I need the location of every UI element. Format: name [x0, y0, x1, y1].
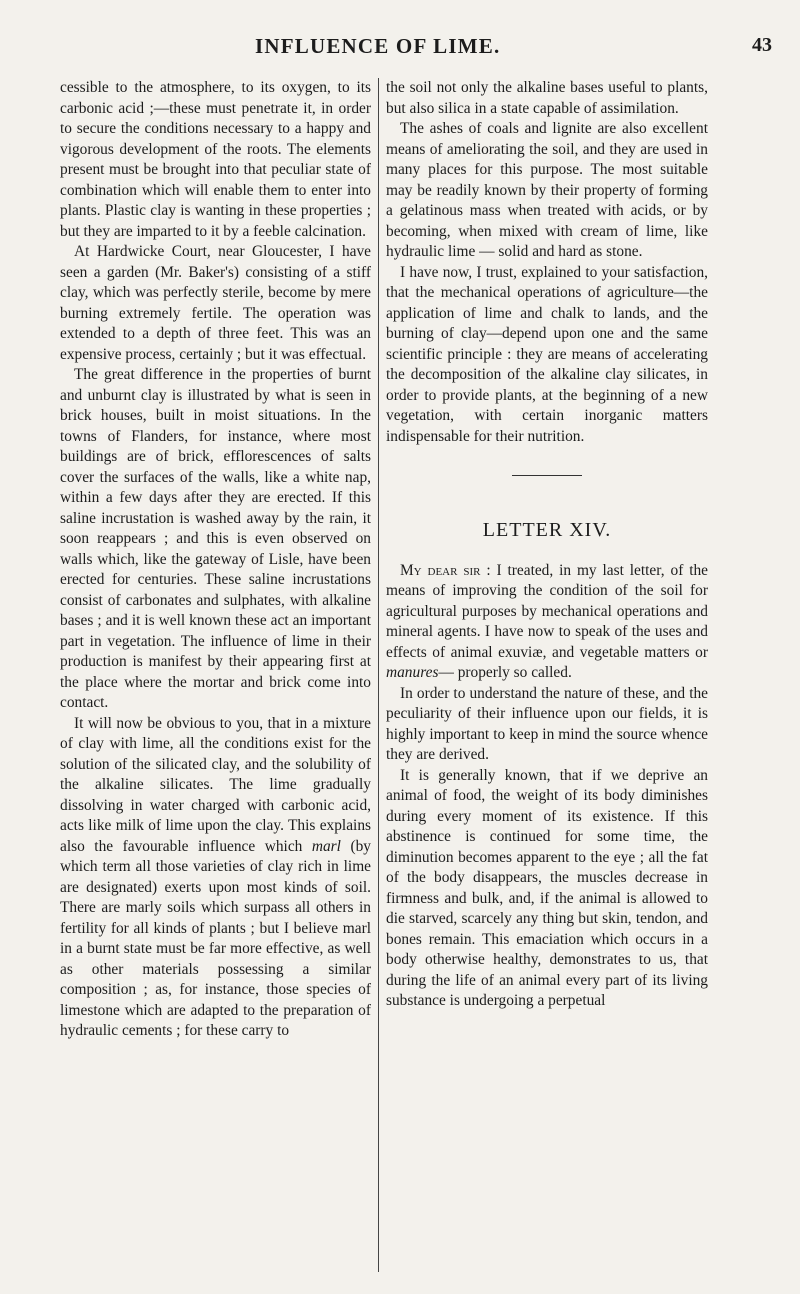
column-divider — [378, 78, 379, 1272]
paragraph: At Hardwicke Court, near Gloucester, I have seen a garden (Mr. Baker's) consisting of a stiff clay, which was perfectly sterile, become by mere burning extremely fertile. The operation was extended to a depth of three feet. This was an expensive process, certainly ; but it was effectual. — [60, 243, 371, 363]
letter-heading: LETTER XIV. — [482, 519, 612, 541]
paragraph: The great difference in the properties of burnt and unburnt clay is illustrated by what is seen in brick houses, built in moist situations. In the towns of Flanders, for instance, where most buildings are of brick, efflorescences of salts cover the surfaces of the walls, like a white nap, within a few days after they are erected. If this saline incrustation is washed away by the rain, it soon reappears ; and this is even observed on walls which, like the gateway of Lisle, have been erected for centuries. These saline incrustations consist of carbonates and sulphates, with alkaline bases ; and it is well known these act an important part in vegetation. The influence of lime in their production is manifest by their appearing first at the place where the mortar and brick come into contact. — [60, 366, 371, 711]
right-column — [386, 78, 708, 1012]
paragraph: In order to understand the nature of these, and the peculiarity of their influence upon our fields, it is highly important to keep in mind the source whence they are derived. — [386, 684, 708, 763]
italic-term-manures: manures — [386, 664, 439, 681]
text-run: (by which term all those varieties of clay rich in lime are designated) exerts upon most kinds of soil. There are marly soils which surpass all others in fertility for all kinds of plants ; but I believe marl in a burnt state must be far more effective, as well as other materials possessing a similar composition ; as, for instance, those species of limestone which are adapted to the preparation of hydraulic cements ; for these carry to — [60, 837, 371, 1039]
paragraph: I have now, I trust, explained to your satisfaction, that the mechanical operations of agriculture—the application of lime and chalk to lands, and the burning of clay—depend upon one and the same scientific principle : they are means of accelerating the decomposition of the alkaline clay silicates, in order to provide plants, at the beginning of a new vegetation, with certain inorganic matters indispensable for their nutrition. — [386, 263, 708, 445]
italic-term-marl: marl — [311, 837, 341, 855]
running-header — [60, 34, 780, 64]
text-run: I treated, in my last letter, of the means of improving the condition of the soil for agricultural purposes by mechanical operations and mineral agents. I have now to speak of the uses and effects of animal exuviæ, and vegetable matters or — [386, 561, 708, 661]
page-title: INFLUENCE OF LIME. — [255, 34, 501, 58]
left-column — [60, 78, 371, 1042]
page-number: 43 — [752, 34, 772, 56]
paragraph: The ashes of coals and lignite are also excellent means of ameliorating the soil, and they are used in many places for this purpose. The most suitable may be readily known by their property of forming a gelatinous mass when treated with acids, or by becoming, when mixed with cream of lime, like hydraulic lime — solid and hard as stone. — [386, 120, 708, 260]
paragraph: the soil not only the alkaline bases useful to plants, but also silica in a state capable of assimilation. — [386, 79, 708, 117]
text-run: It will now be obvious to you, that in a mixture of clay with lime, all the conditions exist for the solution of the silicated clay, and the solubility of the alkaline silicates. The lime gradually dissolving in water charged with carbonic acid, acts like milk of lime upon the clay. This explains also the favourable influence which — [60, 714, 371, 855]
text-run: — properly so called. — [438, 664, 572, 681]
paragraph: It is generally known, that if we deprive an animal of food, the weight of its body diminishes during every moment of its existence. If this abstinence is continued for some time, the diminution becomes apparent to the eye ; all the fat of the body disappears, the muscles decrease in firmness and bulk, and, if the animal is allowed to die starved, scarcely any thing but skin, tendon, and bones remain. This emaciation which occurs in a body otherwise healthy, demonstrates to us, that during the life of an animal every part of its living substance is undergoing a perpetual — [386, 766, 708, 1009]
section-divider — [512, 475, 582, 476]
paragraph: cessible to the atmosphere, to its oxygen, to its carbonic acid ;—these must penetrate it, in order to secure the conditions necessary to a happy and vigorous development of the roots. The elements present must be brought into that peculiar state of combination which will enable them to enter into plants. Plastic clay is wanting in these properties ; but they are imparted to it by a feeble calcination. — [60, 79, 371, 240]
paragraph — [386, 561, 708, 684]
paragraph — [60, 714, 371, 1042]
salutation: My dear sir : — [400, 561, 491, 579]
